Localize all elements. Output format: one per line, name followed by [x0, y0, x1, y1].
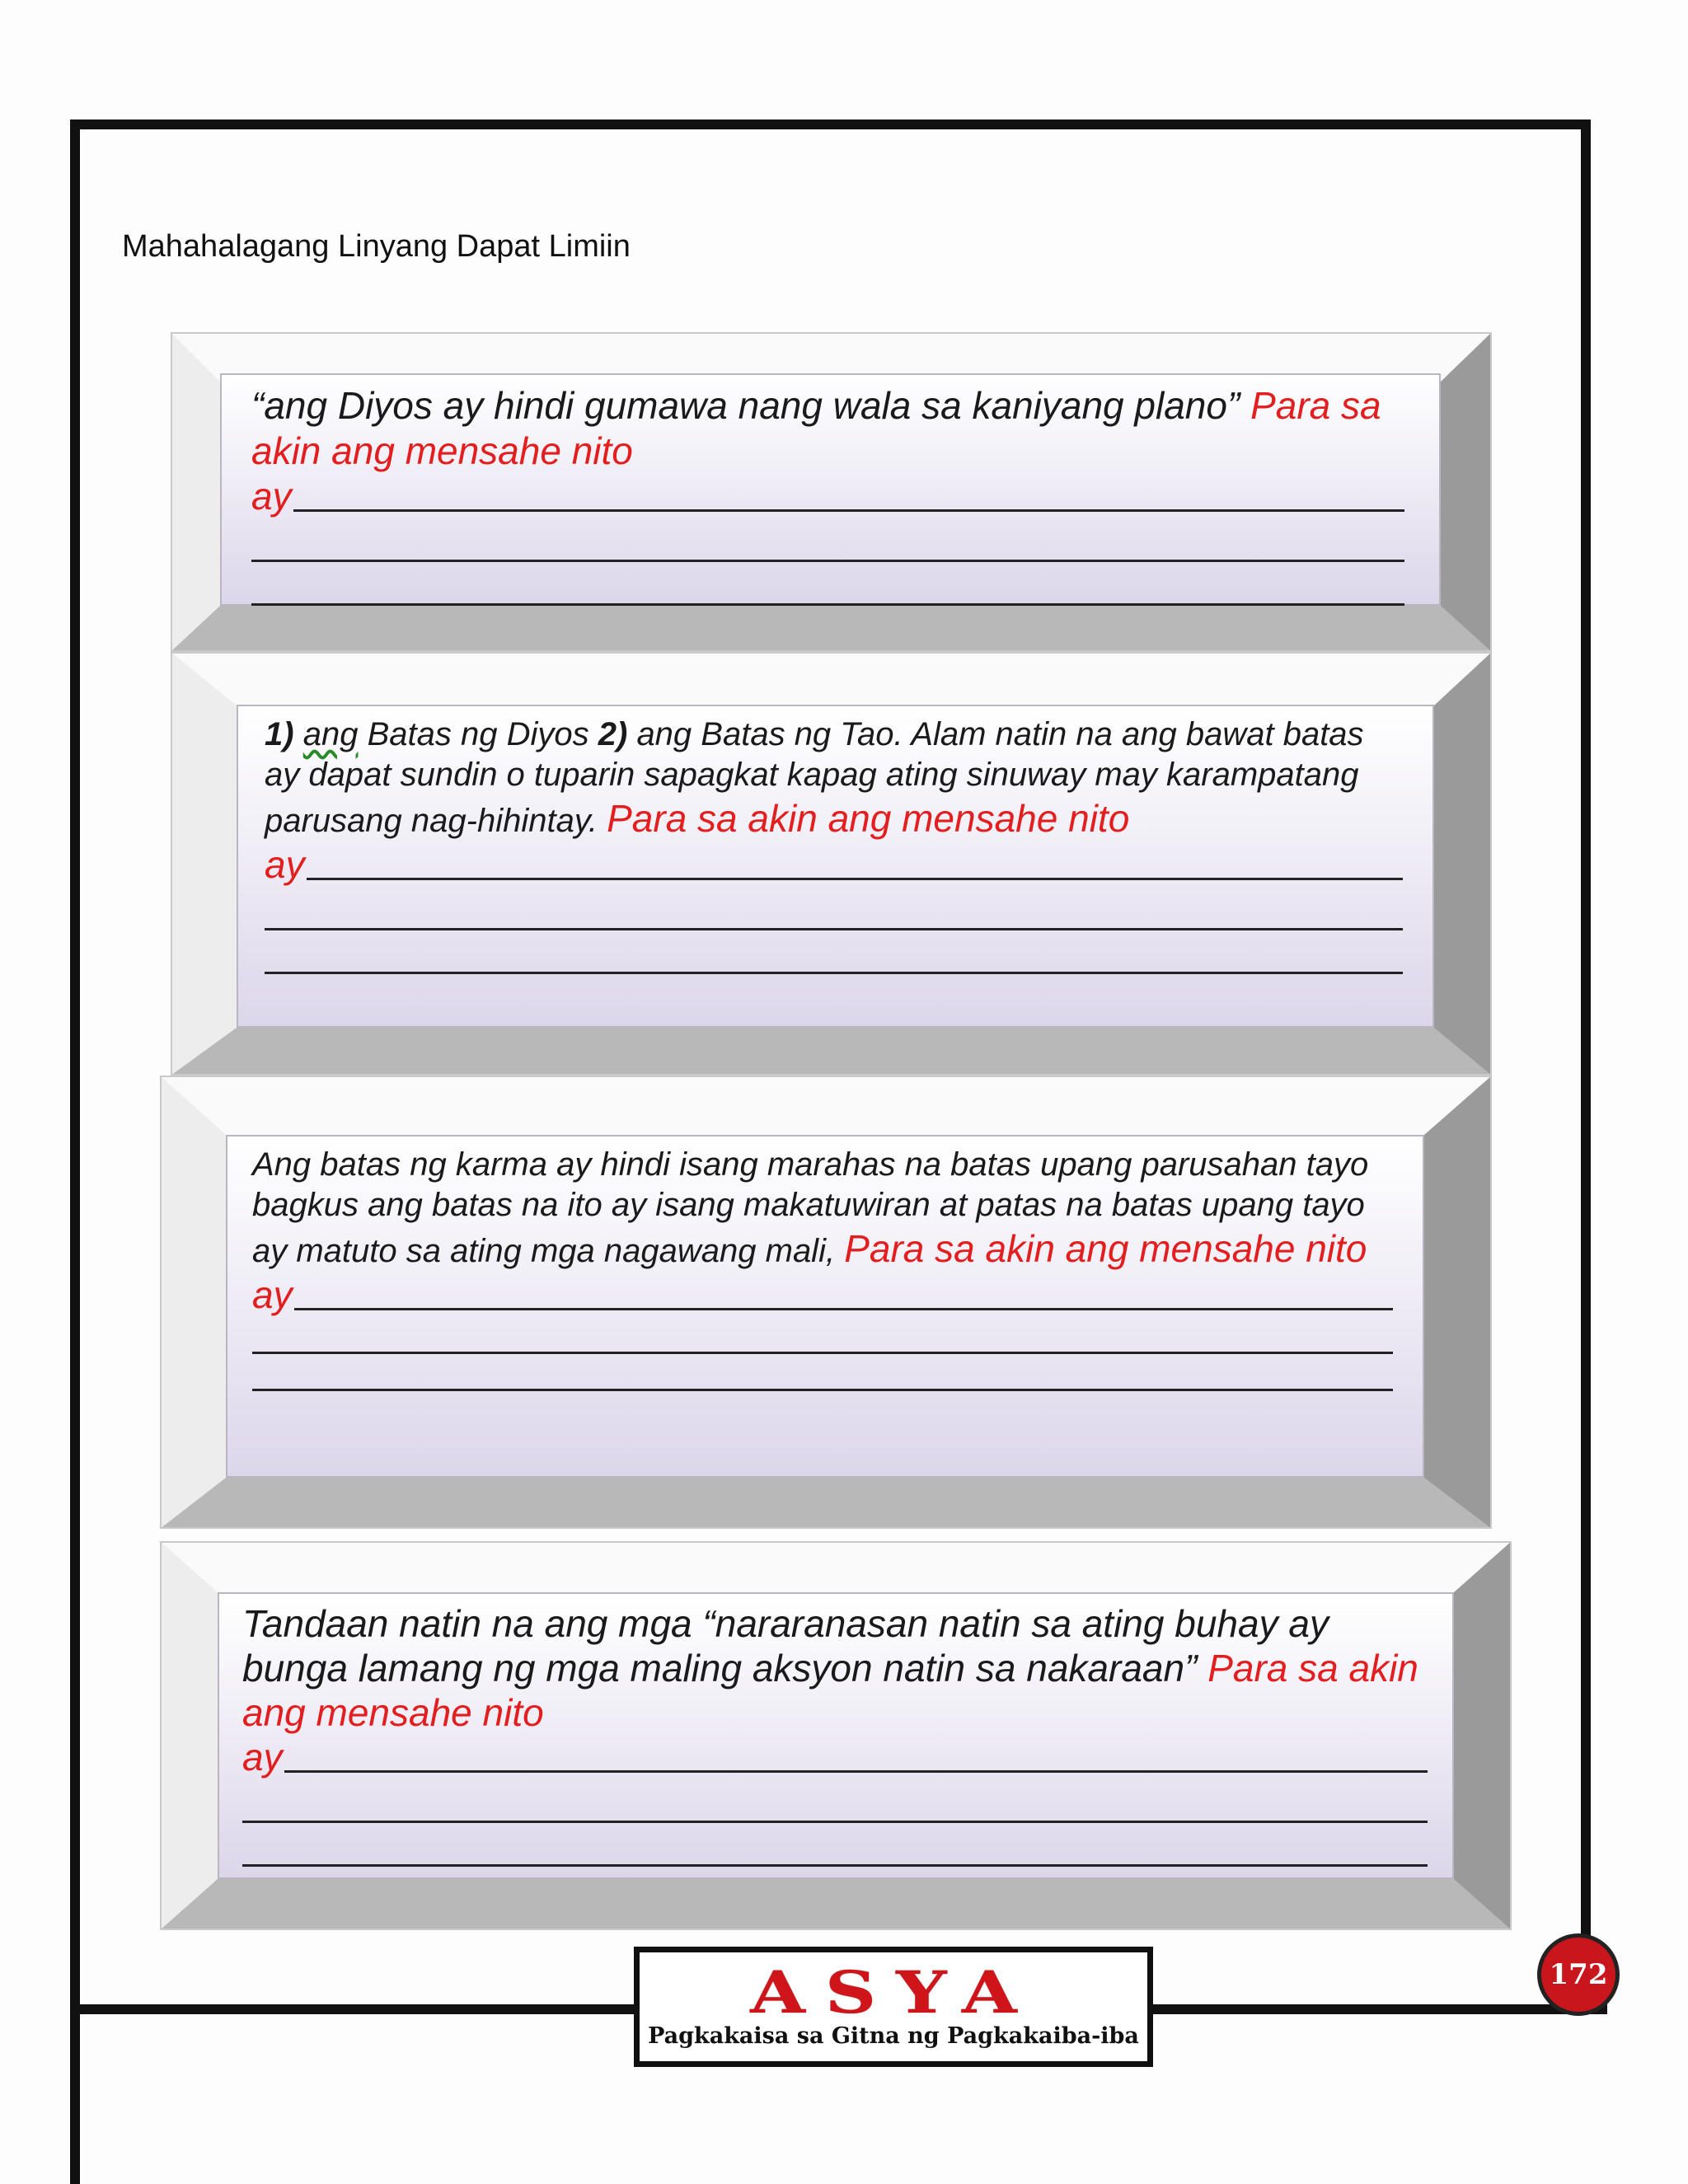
page-heading: Mahahalagang Linyang Dapat Limiin [122, 229, 631, 264]
page-number-badge: 172 [1537, 1933, 1620, 2016]
quote-text: Tandaan natin na ang mga “nararanasan natin sa ating buhay ay bunga lamang ng mga maling aksyon natin sa nakaraan” [242, 1602, 1329, 1690]
ay-label: ay [265, 842, 305, 886]
ang-word: ang [302, 716, 359, 752]
answer-line-3[interactable] [252, 1389, 1393, 1391]
ay-label: ay [251, 475, 292, 518]
quote-box-3 [160, 1076, 1492, 1529]
answer-line-2[interactable] [242, 1821, 1428, 1823]
answer-line-3[interactable] [265, 972, 1403, 974]
quote-box-1 [171, 332, 1492, 652]
answer-line-1[interactable] [294, 1308, 1393, 1310]
frame-right-border [1581, 120, 1591, 1990]
logo-title: ASYA [750, 1958, 1037, 2027]
prompt-text: Para sa akin ang mensahe nito [242, 1646, 1418, 1734]
quote-text: “ang Diyos ay hindi gumawa nang wala sa kaniyang plano” [251, 384, 1240, 427]
asya-logo [634, 1947, 1153, 2067]
quote-text: Ang batas ng karma ay hindi isang marahas na batas upang parusahan tayo bagkus ang batas na ito ay isang makatuwiran at patas na batas upang tayo ay matuto sa ating mga nagawang mali, [252, 1146, 1369, 1270]
answer-line-2[interactable] [265, 928, 1403, 930]
ay-label: ay [252, 1272, 293, 1316]
item-number-2: 2) [598, 716, 628, 752]
frame-left-border [70, 120, 80, 2184]
quote-box-2 [171, 652, 1492, 1076]
answer-line-2[interactable] [252, 1352, 1393, 1354]
prompt-text: Para sa akin ang mensahe nito [607, 797, 1130, 841]
batas-diyos-text: Batas ng Diyos [367, 716, 589, 752]
prompt-text: Para sa akin ang mensahe nito [844, 1227, 1367, 1271]
batas-tao-text: ang Batas ng Tao. Alam natin na ang bawat batas ay dapat sundin o tuparin sapagkat kapag ating sinuway may karampatang parusang nag-hihintay. [265, 716, 1364, 840]
answer-line-1[interactable] [307, 878, 1403, 880]
ay-label: ay [242, 1736, 283, 1779]
logo-subtitle: Pagkakaisa sa Gitna ng Pagkakaiba-iba [648, 2023, 1139, 2049]
answer-line-1[interactable] [284, 1770, 1428, 1773]
answer-line-3[interactable] [251, 603, 1404, 606]
answer-line-3[interactable] [242, 1864, 1428, 1867]
item-number-1: 1) [265, 716, 294, 752]
frame-top-border [70, 120, 1591, 129]
quote-box-4 [160, 1541, 1512, 1930]
prompt-text: Para sa akin ang mensahe nito [251, 384, 1381, 473]
answer-line-2[interactable] [251, 560, 1404, 562]
answer-line-1[interactable] [293, 509, 1404, 512]
